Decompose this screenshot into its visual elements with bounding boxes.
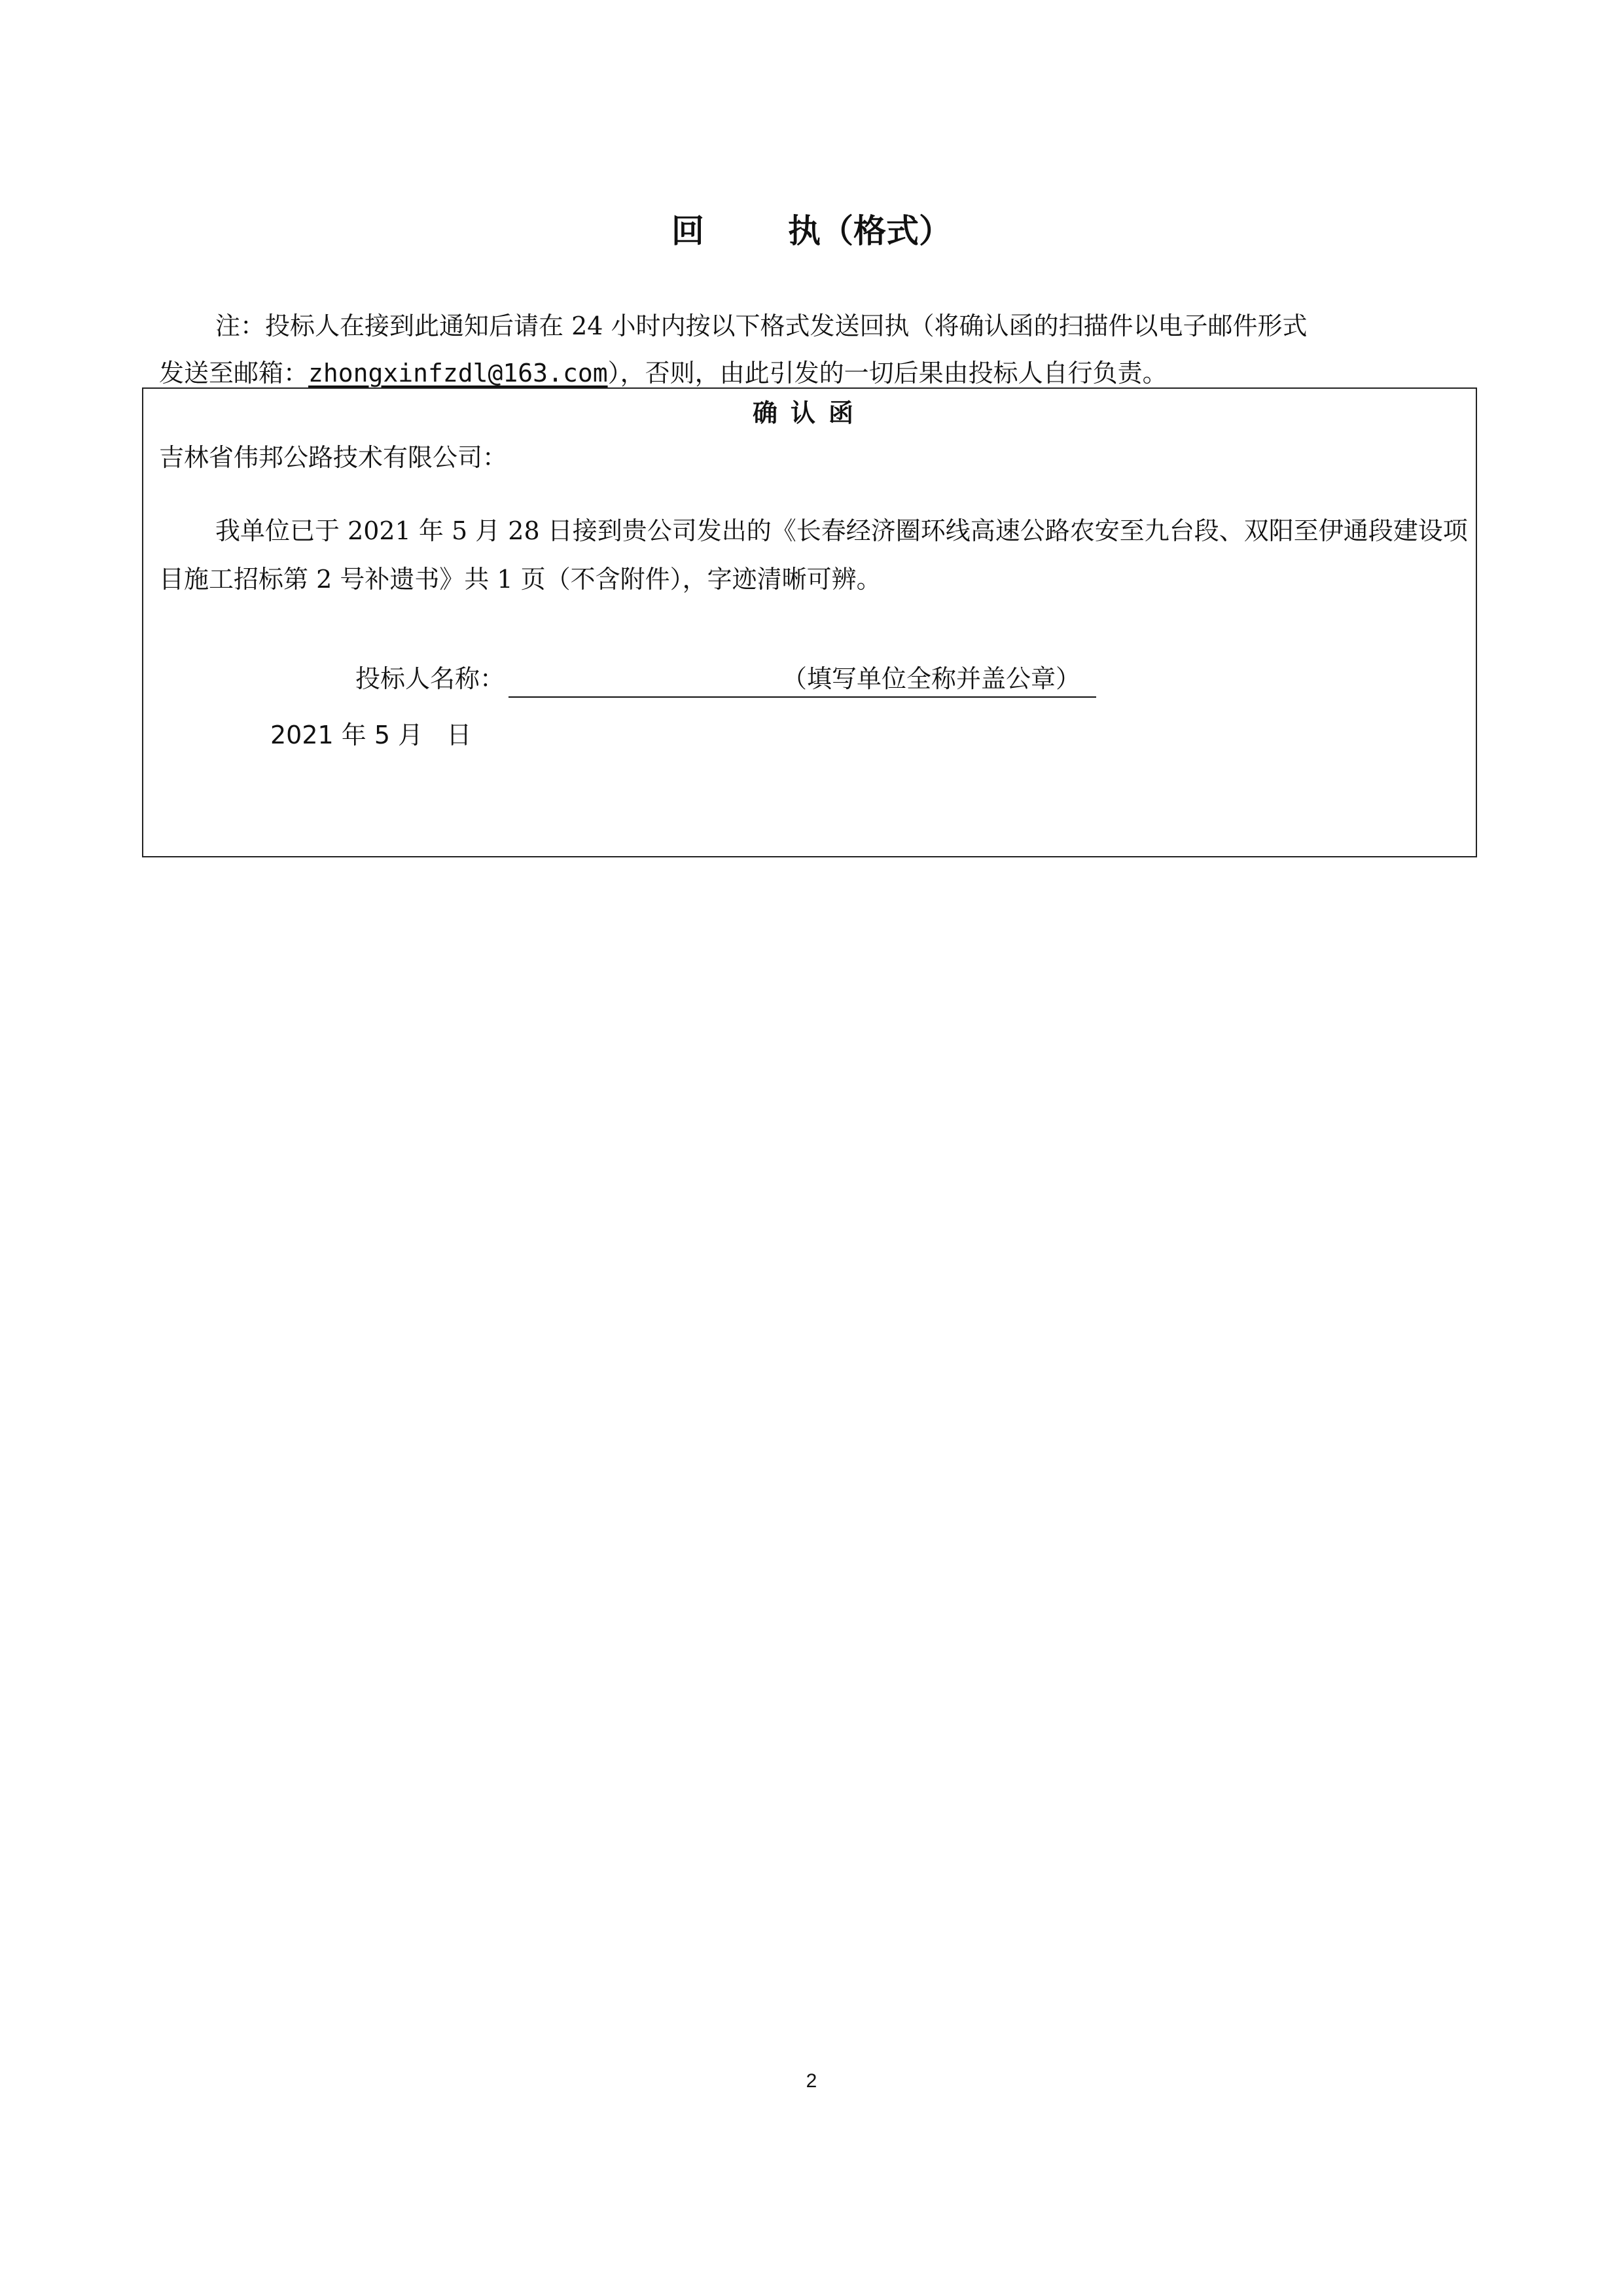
signature-date: 2021 年 5 月 日: [270, 721, 472, 749]
page-number: 2: [806, 2070, 817, 2092]
page-title: [0, 208, 1623, 254]
confirmation-letter-box: [142, 387, 1477, 857]
bidder-name-hint: （填写单位全称并盖公章）: [782, 664, 1081, 693]
bidder-name-blank[interactable]: [508, 661, 1096, 698]
note-line-2-suffix: ），否则，由此引发的一切后果由投标人自行负责。: [607, 359, 1168, 387]
addressee: 吉林省伟邦公路技术有限公司：: [159, 443, 508, 472]
page-title-part-1: 回: [671, 212, 704, 250]
email-link[interactable]: zhongxinfzdl@163.com: [308, 359, 608, 387]
confirmation-heading: 确认函: [752, 399, 866, 427]
bidder-name-row: [355, 661, 1096, 698]
note-line-2-prefix: 发送至邮箱：: [159, 359, 309, 387]
instruction-note: [159, 302, 1468, 397]
page-title-part-2: 执（格式）: [788, 212, 952, 250]
note-line-1: 注：投标人在接到此通知后请在 24 小时内按以下格式发送回执（将确认函的扫描件以电子邮件形式: [215, 312, 1308, 340]
confirmation-body: 我单位已于 2021 年 5 月 28 日接到贵公司发出的《长春经济圈环线高速公路农安至九台段、双阳至伊通段建设项目施工招标第 2 号补遗书》共 1 页（不含附件），字迹清晰可辨。: [159, 516, 1468, 594]
bidder-name-label: 投标人名称：: [355, 664, 505, 693]
